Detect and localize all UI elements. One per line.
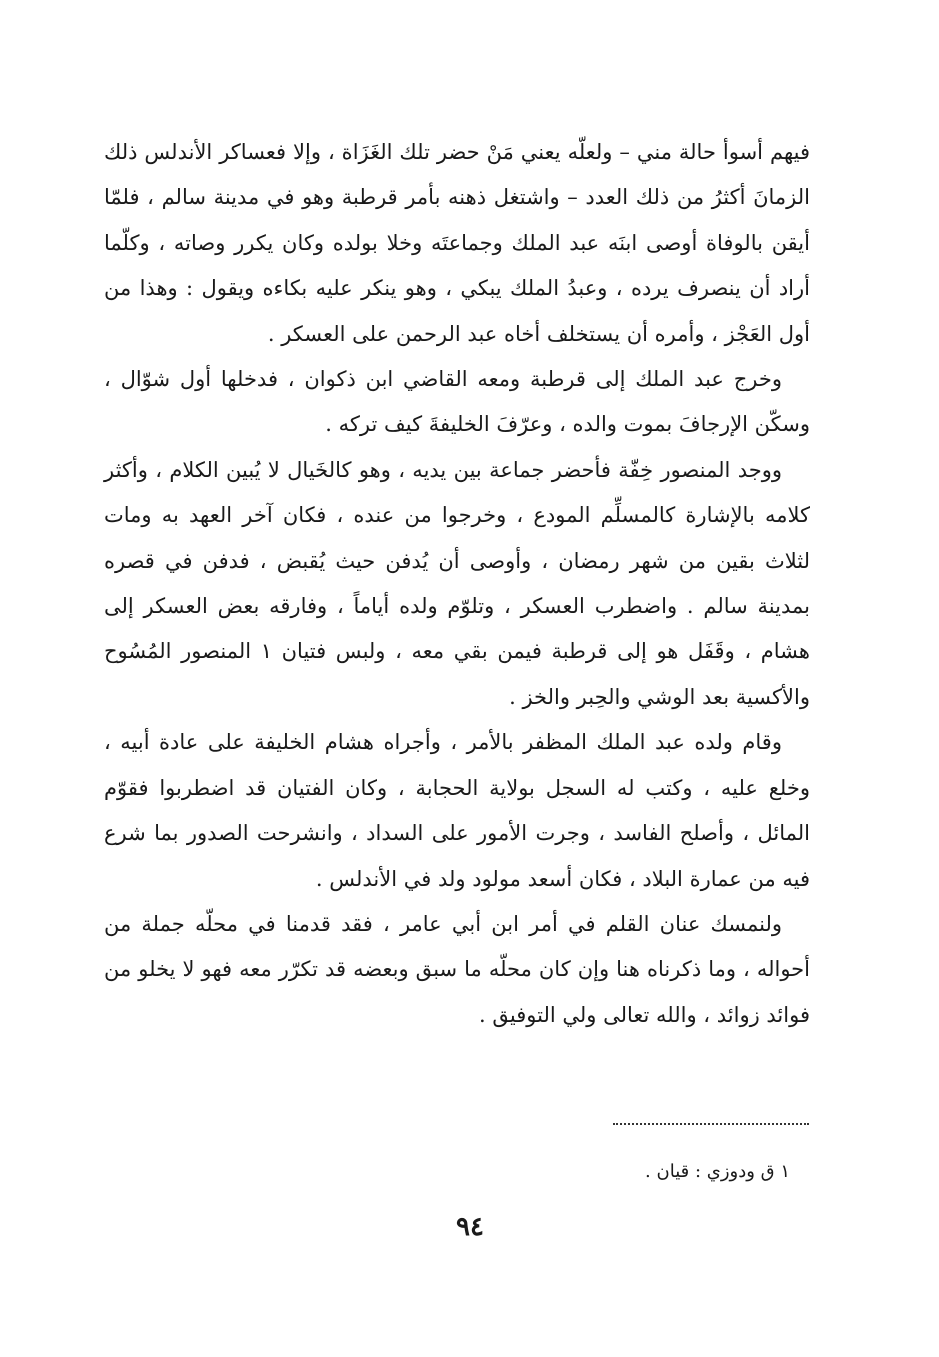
paragraph-3: ووجد المنصور خِفّة فأحضر جماعة بين يديه ، وهو كالخَيال لا يُبين الكلام ، وأكثر كلامه بالإشارة كالمسلِّم المودع ، وخرجوا من عنده ، فكان آخر العهد به ومات لثلاث بقين من شهر رمضان ، وأوصى أن يُدفن حيث يُقبض ، فدفن في قصره بمدينة سالم . واضطرب العسكر ، وتلوّم ولده أياماً ، وفارقه بعض العسكر إلى هشام ، وقَفَل هو إلى قرطبة فيمن بقي معه ، ولبس فتيان ١ المنصور المُسُوح والأكسية بعد الوشي والحِبر والخز . xyxy=(104,457,810,709)
page-number: ٩٤ xyxy=(456,1212,484,1242)
paragraph-5: ولنمسك عنان القلم في أمر ابن أبي عامر ، فقد قدمنا في محلّه جملة من أحواله ، وما ذكرناه هنا وإن كان محلّه ما سبق وبعضه قد تكرّر معه فهو لا يخلو من فوائد زوائد ، والله تعالى ولي التوفيق . xyxy=(104,911,810,1027)
paragraph-4: وقام ولده عبد الملك المظفر بالأمر ، وأجراه هشام الخليفة على عادة أبيه ، وخلع عليه ، وكتب له السجل بولاية الحجابة ، وكان الفتيان قد اضطربوا فقوّم المائل ، وأصلح الفاسد ، وجرت الأمور على السداد ، وانشرحت الصدور بما شرع فيه من عمارة البلاد ، فكان أسعد مولود ولد في الأندلس . xyxy=(104,730,810,891)
main-text xyxy=(104,130,810,1038)
paragraph-1: فيهم أسوأ حالة مني – ولعلّه يعني مَنْ حضر تلك الغَزَاة ، وإلا فعساكر الأندلس ذلك الزمانَ أكثرُ من ذلك العدد – واشتغل ذهنه بأمر قرطبة وهو في مدينة سالم ، فلمّا أيقن بالوفاة أوصى ابنَه عبد الملك وجماعتَه وخلا بولده وكان يكرر وصاته ، وكلّما أراد أن ينصرف يرده ، وعبدُ الملك يبكي ، وهو ينكر عليه بكاءه ويقول : وهذا من أول العَجْز ، وأمره أن يستخلف أخاه عبد الرحمن على العسكر . xyxy=(104,140,810,346)
footnote: ١ ق ودوزي : قيان . xyxy=(645,1161,790,1182)
footnote-divider xyxy=(613,1123,809,1125)
paragraph-2: وخرج عبد الملك إلى قرطبة ومعه القاضي ابن ذكوان ، فدخلها أول شوّال ، وسكّن الإرجافَ بموت والده ، وعرّفَ الخليفةَ كيف تركه . xyxy=(104,367,810,437)
